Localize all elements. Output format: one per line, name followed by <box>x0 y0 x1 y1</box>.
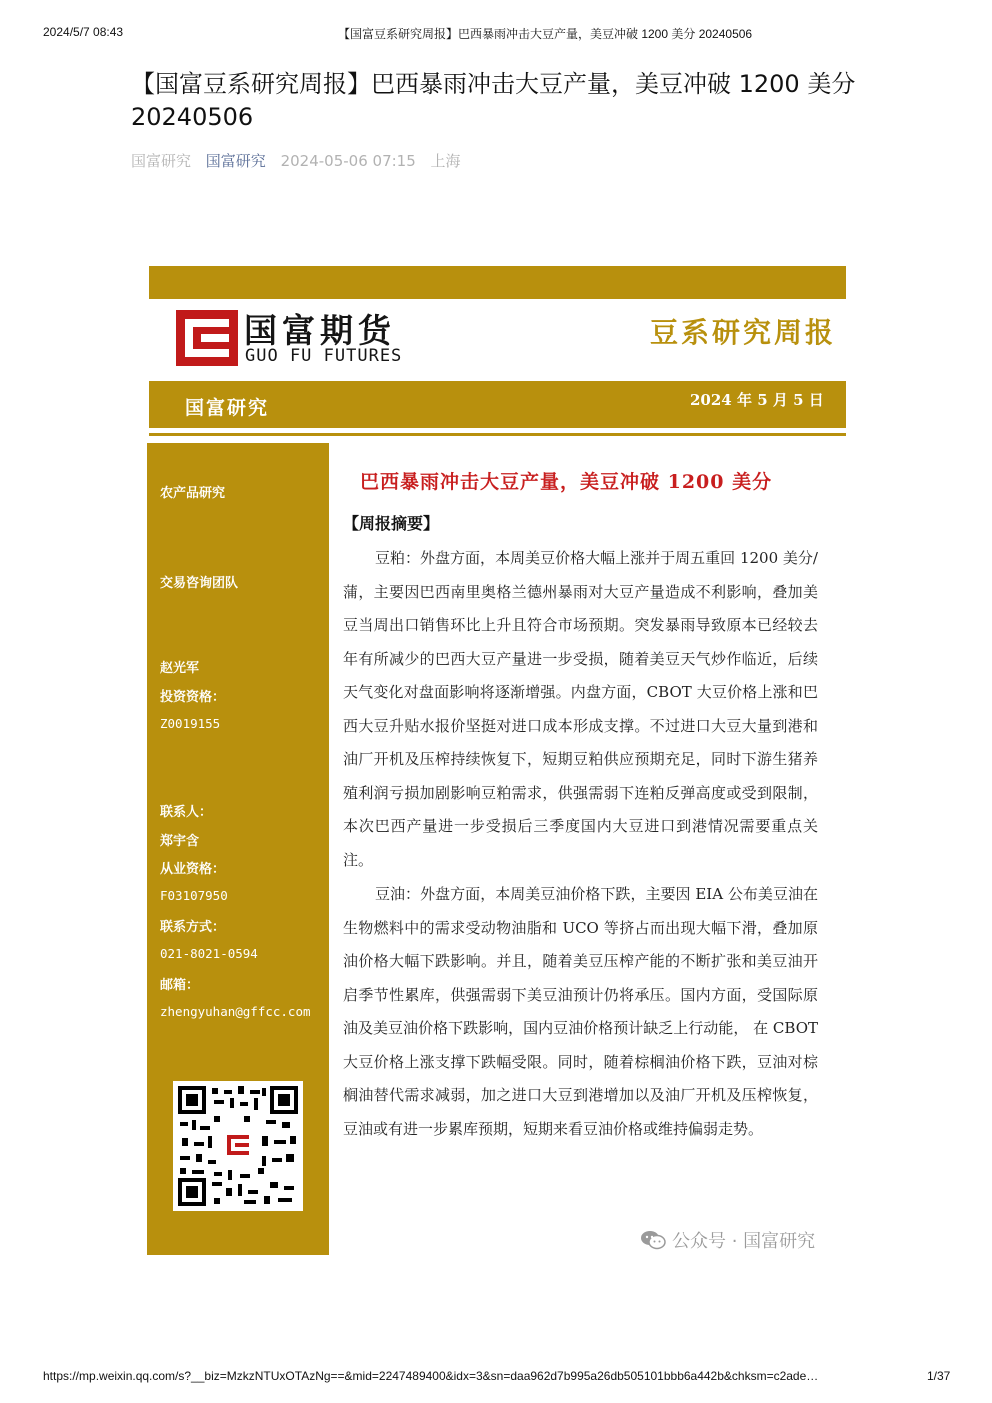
report-type-title: 豆系研究周报 <box>650 316 837 349</box>
print-page-number: 1/37 <box>927 1369 951 1383</box>
article-meta <box>131 150 471 171</box>
watermark-text: 公众号 · 国富研究 <box>672 1231 816 1252</box>
sidebar-contact-cert: F03107950 <box>160 888 228 903</box>
research-band-label: 国富研究 <box>185 397 270 419</box>
summary-heading: 【周报摘要】 <box>343 514 440 533</box>
meta-location: 上海 <box>430 152 461 170</box>
print-title: 【国富豆系研究周报】巴西暴雨冲击大豆产量，美豆冲破 1200 美分 20240506 <box>338 27 753 41</box>
soymeal-paragraph: 豆粕：外盘方面，本周美豆价格大幅上涨并于周五重回 1200 美分/蒲，主要因巴西南里奥格兰德州暴雨对大豆产量造成不利影响，叠加美豆当周出口销售环比上升且符合市场预期。突发暴雨导致原本已经较去年有所减少的巴西大豆产量进一步受损，随着美豆天气炒作临近，后续天气变化对盘面影响将逐渐增强。内盘方面，CBOT 大豆价格上涨和巴西大豆升贴水报价坚挺对进口成本形成支撑。不过进口大豆大量到港和油厂开机及压榨持续恢复下，短期豆粕供应预期充足，同时下游生猪养殖利润亏损加剧影响豆粕需求，供强需弱下连粕反弹高度或受到限制，本次巴西产量进一步受损后三季度国内大豆进口到港情况需要重点关注。 <box>343 549 818 869</box>
brand-name-en: GUO FU FUTURES <box>245 346 403 366</box>
wechat-icon <box>640 1230 666 1250</box>
print-datetime: 2024/5/7 08:43 <box>43 25 124 39</box>
sidebar-contact-name: 郑宇含 <box>160 834 200 849</box>
sidebar-phone: 021-8021-0594 <box>160 946 258 961</box>
soyoil-paragraph: 豆油：外盘方面，本周美豆油价格下跌，主要因 EIA 公布美豆油在生物燃料中的需求受动物油脂和 UCO 等挤占而出现大幅下滑，叠加原油价格大幅下跌影响。并且，随着美豆压榨产能的不断扩张和美豆油开启季节性累库，供强需弱下美豆油预计仍将承压。国内方面，受国际原油及美豆油价格下跌影响，国内豆油价格预计缺乏上行动能， 在 CBOT 大豆价格上涨支撑下跌幅受限。同时，随着棕榈油价格下跌，豆油对棕榈油替代需求减弱，加之进口大豆到港增加以及油厂开机及压榨恢复，豆油或有进一步累库预期，短期来看豆油价格或维持偏弱走势。 <box>343 885 818 1138</box>
meta-source: 国富研究 <box>131 152 192 170</box>
top-gold-band <box>149 266 846 299</box>
article-title: 【国富豆系研究周报】巴西暴雨冲击大豆产量，美豆冲破 1200 美分 20240506 <box>131 70 856 131</box>
meta-author-link[interactable]: 国富研究 <box>205 152 266 170</box>
sidebar-analyst-cert: Z0019155 <box>160 716 221 731</box>
sidebar-analyst-name: 赵光军 <box>160 661 200 676</box>
meta-datetime: 2024-05-06 07:15 <box>280 152 416 170</box>
qr-code <box>173 1081 303 1211</box>
sidebar-analyst-cert-label: 投资资格： <box>160 690 226 705</box>
sidebar-contact-label: 联系人： <box>160 805 213 820</box>
sidebar-dept: 农产品研究 <box>160 486 226 501</box>
sidebar-phone-label: 联系方式： <box>160 920 226 935</box>
report-date: 2024 年 5 月 5 日 <box>690 391 824 409</box>
brand-name-cn: 国富期货 <box>244 311 396 350</box>
sidebar-email[interactable]: zhengyuhan@gffcc.com <box>160 1004 311 1019</box>
sidebar-contact-cert-label: 从业资格： <box>160 862 226 877</box>
print-url: https://mp.weixin.qq.com/s?__biz=MzkzNTUxOTAzNg==&mid=2247489400&idx=3&sn=daa962d7b995a26db505101bbb6a442b&chksm=c2ade… <box>43 1369 819 1383</box>
divider <box>149 433 846 436</box>
brand-logo-icon <box>176 310 238 366</box>
report-heading: 巴西暴雨冲击大豆产量，美豆冲破 1200 美分 <box>360 471 773 493</box>
sidebar-team: 交易咨询团队 <box>160 576 239 591</box>
wechat-watermark <box>640 1227 815 1253</box>
sidebar-email-label: 邮箱： <box>160 978 200 993</box>
